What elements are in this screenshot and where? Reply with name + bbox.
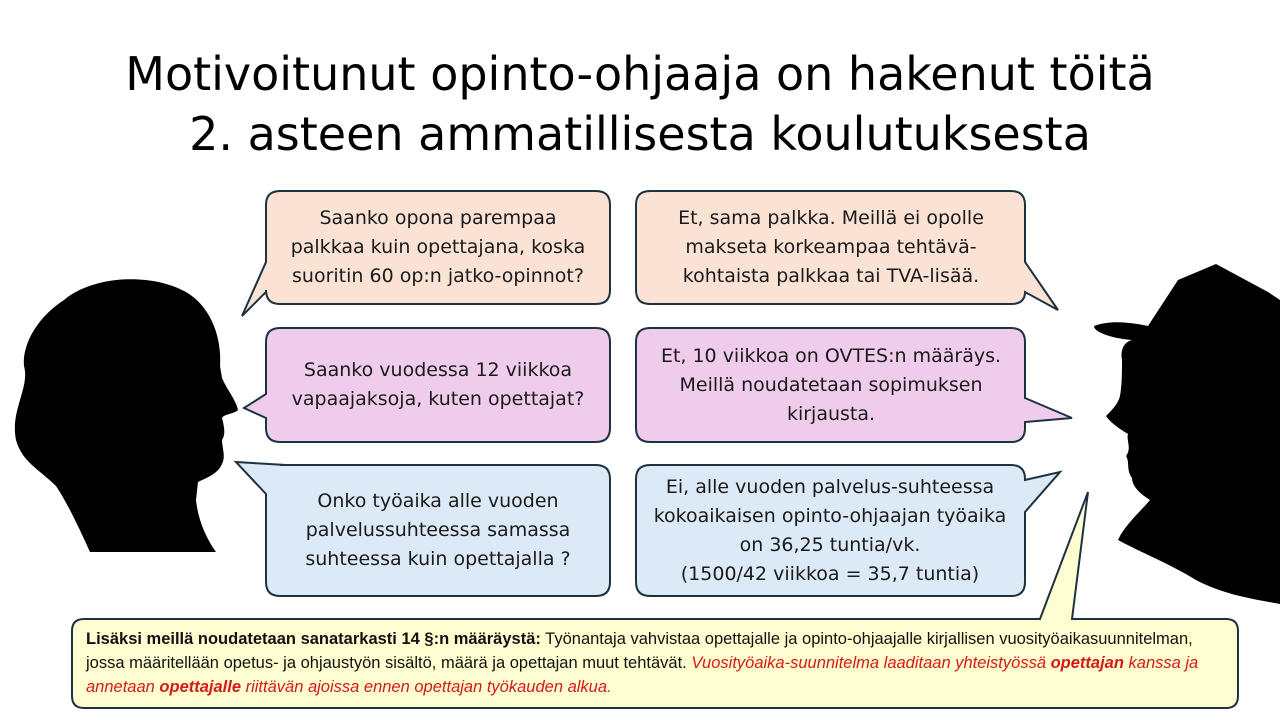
answer-2-text: Et, 10 viikkoa on OVTES:n määräys. Meillä noudatetaan sopimuksen kirjausta.: [660, 344, 1002, 425]
woman-silhouette: [15, 279, 238, 552]
title-line-2: 2. asteen ammatillisesta koulutuksesta: [189, 107, 1091, 161]
answer-3-text: [640, 465, 1020, 596]
note-red-3: riittävän ajoissa ennen opettajan työkauden alkua.: [241, 678, 612, 696]
note-text: [86, 627, 1226, 699]
title-line-1: Motivoitunut opinto-ohjaaja on hakenut töitä: [125, 47, 1155, 101]
note-red-2: kanssa ja annetaan: [86, 654, 1199, 696]
question-1-text: Saanko opona parempaa palkkaa kuin opettajana, koska suoritin 60 op:n jatko-opinnot?: [290, 207, 586, 287]
answer-3-main: Ei, alle vuoden palvelus-suhteessa kokoaikaisen opinto-ohjaajan työaika on 36,25 tuntia/vk.: [653, 475, 1007, 556]
question-2-text: Saanko vuodessa 12 viikkoa vapaajaksoja, kuten opettajat?: [291, 359, 585, 410]
note-red-bold-1: opettajan: [1050, 654, 1124, 672]
note-red-bold-2: opettajalle: [159, 678, 242, 696]
note-bold-lead: Lisäksi meillä noudatetaan sanatarkasti 14 §:n määräystä:: [86, 630, 541, 648]
man-silhouette: [1094, 264, 1280, 604]
note-red-1: Vuosityöaika-suunnitelma laaditaan yhteistyössä: [691, 654, 1051, 672]
note-body: Työnantaja vahvistaa opettajalle ja opinto-ohjaajalle kirjallisen vuosityöaikasuunnitelman, jossa määritellään opetus- ja ohjaustyön sisältö, määrä ja opettajan muut tehtävät.: [86, 630, 1193, 672]
question-3-text: Onko työaika alle vuoden palvelussuhteessa samassa suhteessa kuin opettajalla ?: [305, 490, 571, 570]
answer-1-text: Et, sama palkka. Meillä ei opolle makseta korkeampaa tehtävä-kohtaista palkkaa tai TVA-lisää.: [678, 207, 984, 287]
answer-3-calculation: (1500/42 viikkoa = 35,7 tuntia): [680, 562, 980, 585]
